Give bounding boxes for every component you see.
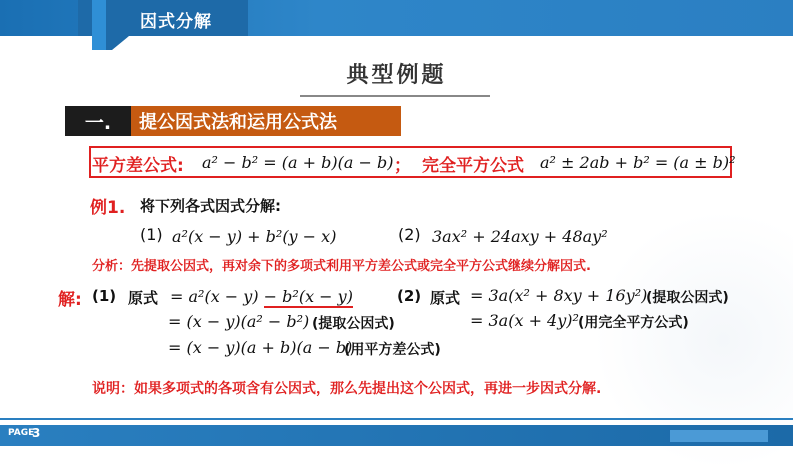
solution-1-line-3: = (x − y)(a + b)(a − b) <box>168 338 353 357</box>
footer-box <box>670 430 768 442</box>
solution-1-line-2: = (x − y)(a² − b²) <box>168 312 310 331</box>
section-title-underline <box>300 95 490 97</box>
perfect-square-label: 完全平方公式 <box>422 156 524 176</box>
solution-1-line-2-note: (提取公因式) <box>312 316 395 332</box>
difference-of-squares-formula: a² − b² = (a + b)(a − b) <box>202 153 394 172</box>
solution-1-line-1 <box>170 287 353 306</box>
example-label: 例1. <box>90 198 126 218</box>
footer-line <box>0 418 793 420</box>
solution-1-number: (1) <box>92 287 117 305</box>
header-stripe <box>92 0 106 50</box>
summary-text: 说明：如果多项式的各项含有公因式，那么先提出这个公因式，再进一步因式分解. <box>92 381 602 397</box>
heading-text: 提公因式法和运用公式法 <box>131 106 401 136</box>
example-prompt: 将下列各式因式分解: <box>140 197 281 215</box>
solution-2-number: (2) <box>397 287 422 305</box>
solution-1-line-1-part-b: − b² <box>263 287 299 306</box>
analysis-text: 分析：先提取公因式，再对余下的多项式利用平方差公式或完全平方公式继续分解因式. <box>92 259 591 274</box>
solution-2-head: 原式 <box>430 289 461 307</box>
perfect-square-formula: a² ± 2ab + b² = (a ± b)² <box>540 153 736 172</box>
solution-1-head: 原式 <box>128 289 159 307</box>
solution-1-line-3-note: (用平方差公式) <box>344 342 441 358</box>
header-title: 因式分解 <box>140 12 212 32</box>
problem-2: 3ax² + 24axy + 48ay² <box>432 227 608 246</box>
solution-1-line-1-part-c: (x − y) <box>298 287 353 306</box>
section-title: 典型例题 <box>346 63 447 88</box>
formula-separator: ； <box>394 156 411 176</box>
problem-2-number: (2) <box>398 225 421 244</box>
difference-of-squares-label: 平方差公式: <box>92 156 184 176</box>
solution-2-line-2-note: (用完全平方公式) <box>578 315 689 331</box>
solution-1-line-1-part-a: = a²(x − y) <box>170 287 259 306</box>
heading-number: 一. <box>65 106 131 136</box>
method-heading <box>65 106 401 136</box>
solution-label: 解: <box>58 290 82 310</box>
problem-1: a²(x − y) + b²(y − x) <box>172 227 337 246</box>
problem-1-number: (1) <box>140 225 163 244</box>
page-number: 3 <box>32 426 41 440</box>
page-label: PAGE <box>8 428 35 438</box>
solution-2-line-1-note: (提取公因式) <box>646 290 729 306</box>
solution-2-line-2: = 3a(x + 4y)² <box>470 311 579 330</box>
solution-2-line-1: = 3a(x² + 8xy + 16y²) <box>470 286 648 305</box>
